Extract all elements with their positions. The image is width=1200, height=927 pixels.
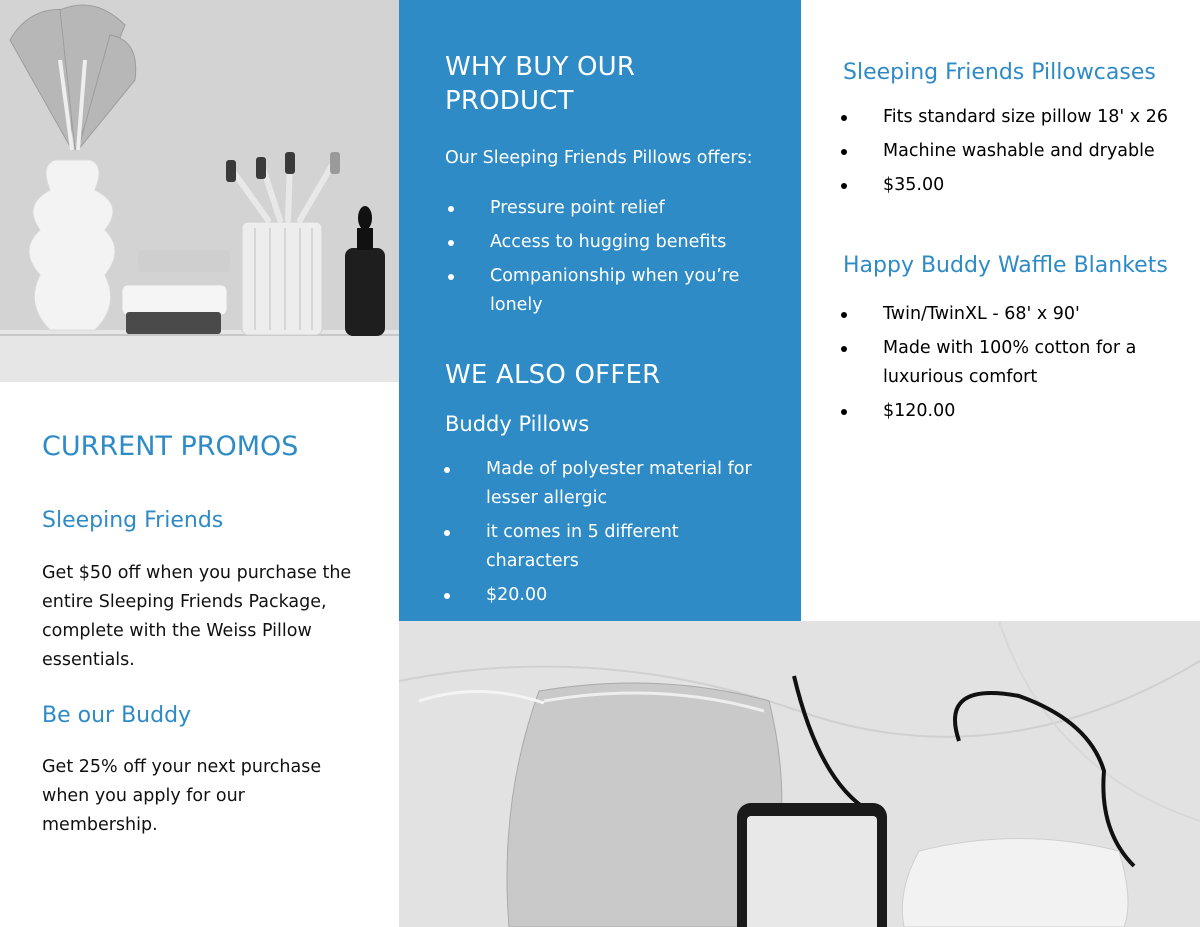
why-buy-intro: Our Sleeping Friends Pillows offers: [445,148,753,168]
bullet-icon [841,115,847,121]
pillowcases-title: Sleeping Friends Pillowcases [843,60,1156,85]
promo2-description: Get 25% off your next purchase when you apply for our membership. [42,757,322,835]
blanket-item: Made with 100% cotton for a luxurious comfort [883,334,1193,392]
pillowcase-price: $35.00 [883,171,1193,200]
benefit-item: Companionship when you’re lonely [490,262,780,320]
bullet-icon [841,346,847,352]
pillowcase-item: Fits standard size pillow 18' x 26 [883,103,1193,132]
bullet-icon [841,409,847,415]
bullet-icon [444,467,450,473]
bullet-icon [448,274,454,280]
promo2-title: Be our Buddy [42,703,192,728]
bullet-icon [444,593,450,599]
buddy-pillow-item: Made of polyester material for lesser allergic [486,455,786,513]
benefit-item: Access to hugging benefits [490,228,780,257]
pillowcase-item: Machine washable and dryable [883,137,1193,166]
buddy-pillow-price: $20.00 [486,581,786,610]
promo1-title: Sleeping Friends [42,508,224,533]
bullet-icon [841,149,847,155]
bathroom-shelf-photo [0,0,399,382]
pouches-illustration [399,621,1200,927]
buddy-pillow-item: it comes in 5 different characters [486,518,786,576]
benefit-item: Pressure point relief [490,194,780,223]
benefits-list [490,194,780,320]
blanket-item: Twin/TwinXL - 68' x 90' [883,300,1193,329]
bullet-icon [444,530,450,536]
pouches-and-phone-photo [399,621,1200,927]
why-buy-heading [445,50,635,118]
blankets-title: Happy Buddy Waffle Blankets [843,253,1168,278]
bullet-icon [448,206,454,212]
promo1-description: Get $50 off when you purchase the entire Sleeping Friends Package, complete with the Weiss Pillow essentials. [42,563,352,670]
bullet-icon [448,240,454,246]
blankets-list [883,300,1193,426]
also-offer-heading: WE ALSO OFFER [445,360,661,390]
promos-heading: CURRENT PROMOS [42,431,299,462]
why-buy-heading-line1: WHY BUY OUR [445,52,636,82]
pillowcases-list [883,103,1193,200]
why-buy-heading-line2: PRODUCT [445,86,574,116]
bullet-icon [841,183,847,189]
bathroom-shelf-illustration [0,0,399,382]
why-buy-panel [399,0,801,621]
blanket-price: $120.00 [883,397,1193,426]
products-column [801,0,1200,621]
buddy-pillows-title: Buddy Pillows [445,412,590,436]
promos-section [42,430,372,840]
bullet-icon [841,312,847,318]
buddy-pillows-list [486,455,786,610]
